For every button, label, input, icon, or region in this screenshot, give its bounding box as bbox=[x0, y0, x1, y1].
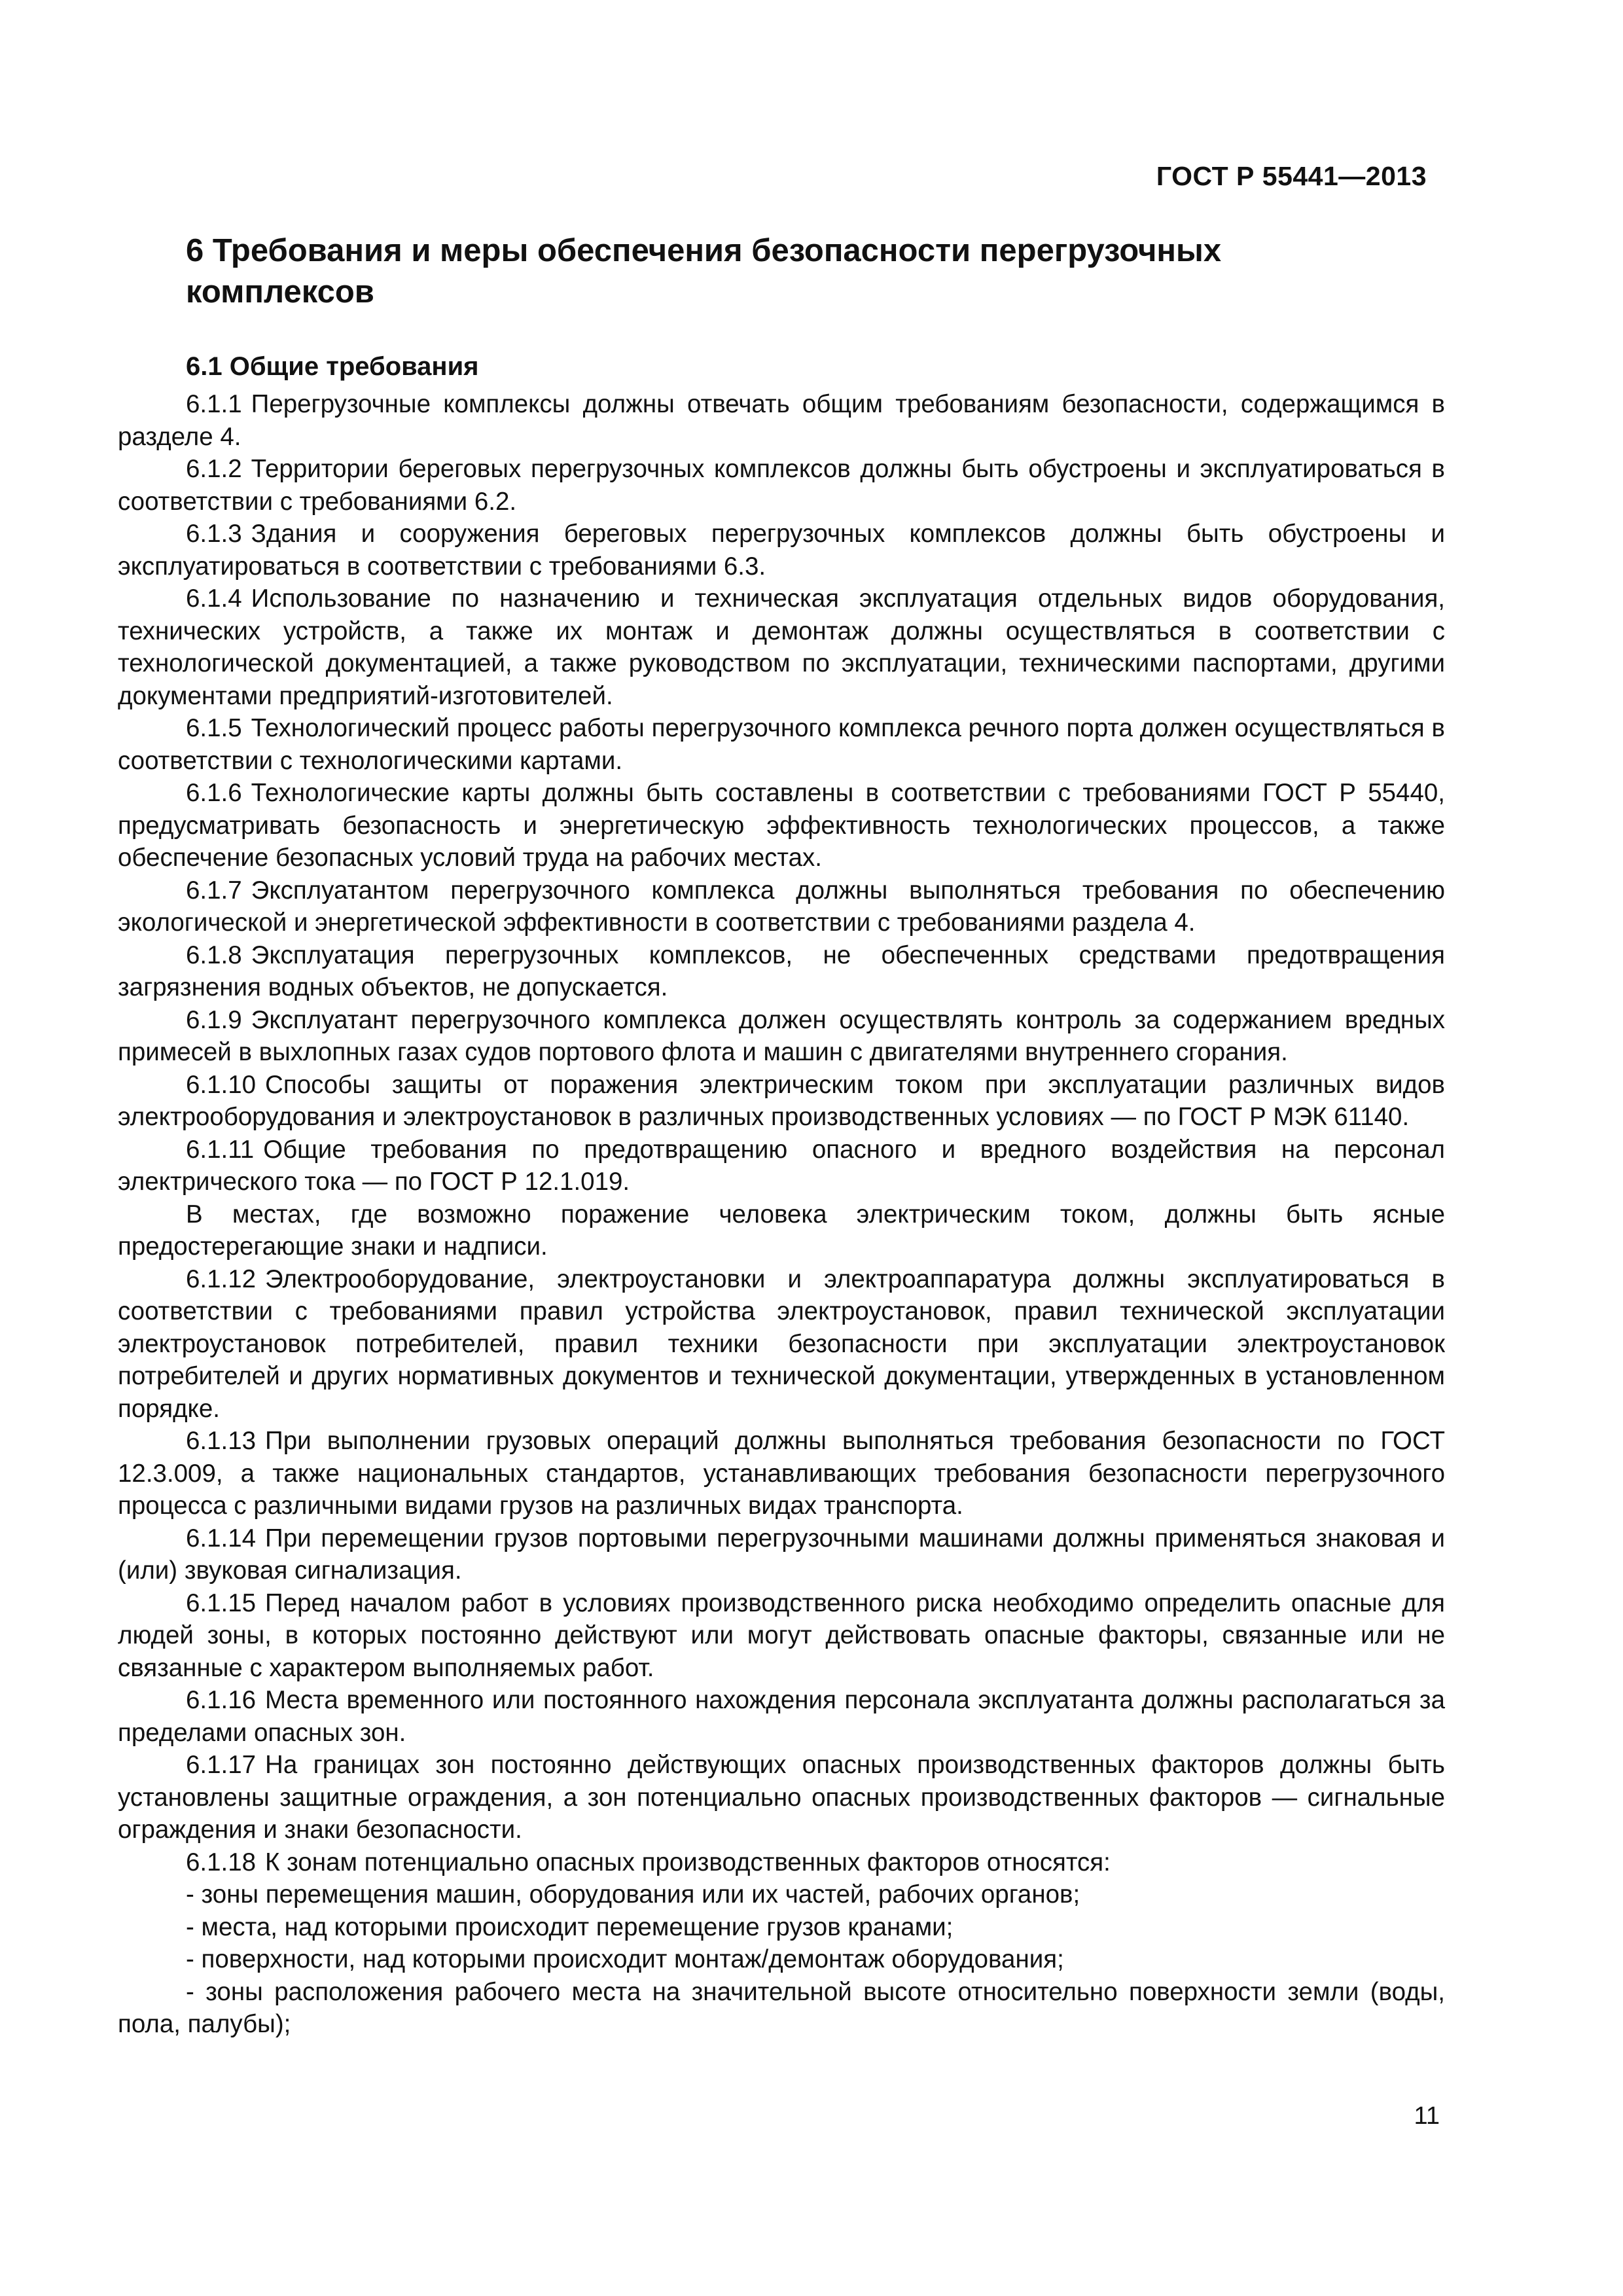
paragraph-6-1-5 bbox=[118, 712, 1445, 777]
list-item bbox=[118, 1878, 1445, 1911]
paragraph-6-1-14 bbox=[118, 1522, 1445, 1587]
paragraph-6-1-2 bbox=[118, 453, 1445, 518]
paragraph-number: 6.1.1 bbox=[186, 390, 242, 418]
paragraph-text: Эксплуатант перегрузочного комплекса должен осуществлять контроль за содержанием вредных примесей в выхлопных газах судов портового флота и машин с двигателями внутреннего сгорания. bbox=[118, 1005, 1445, 1066]
paragraph-6-1-3 bbox=[118, 518, 1445, 583]
paragraph-text: В местах, где возможно поражение человека электрическим током, должны быть ясные предостерегающие знаки и надписи. bbox=[118, 1200, 1445, 1261]
page-number: 11 bbox=[1414, 2102, 1440, 2130]
paragraph-6-1-11-note bbox=[118, 1198, 1445, 1263]
paragraph-6-1-15 bbox=[118, 1587, 1445, 1685]
paragraph-number: 6.1.3 bbox=[186, 520, 242, 548]
paragraph-6-1-18 bbox=[118, 1846, 1445, 1879]
paragraph-text: На границах зон постоянно действующих опасных производственных факторов должны быть установлены защитные ограждения, а зон потенциально опасных производственных факторов — сигнальные ограждения и знаки безопасности. bbox=[118, 1751, 1445, 1844]
paragraph-text: При выполнении грузовых операций должны выполняться требования безопасности по ГОСТ 12.3.009, а также национальных стандартов, устанавливающих требования безопасности перегрузочного процесса с различными видами грузов на различных видах транспорта. bbox=[118, 1427, 1445, 1520]
list-item bbox=[118, 1911, 1445, 1944]
paragraph-text: Эксплуатантом перегрузочного комплекса должны выполняться требования по обеспечению экологической и энергетической эффективности в соответствии с требованиями раздела 4. bbox=[118, 876, 1445, 937]
paragraph-number: 6.1.7 bbox=[186, 876, 242, 905]
paragraph-text: При перемещении грузов портовыми перегрузочными машинами должны применяться знаковая и (или) звуковая сигнализация. bbox=[118, 1524, 1445, 1585]
paragraph-6-1-13 bbox=[118, 1425, 1445, 1522]
list-item bbox=[118, 1943, 1445, 1976]
paragraph-6-1-9 bbox=[118, 1004, 1445, 1069]
paragraph-number: 6.1.17 bbox=[186, 1751, 257, 1779]
list-item-text: - места, над которыми происходит перемещение грузов кранами; bbox=[186, 1912, 954, 1941]
paragraph-number: 6.1.11 bbox=[186, 1135, 255, 1164]
subsection-title: 6.1 Общие требования bbox=[186, 352, 479, 381]
paragraph-6-1-1 bbox=[118, 388, 1445, 453]
paragraph-6-1-17 bbox=[118, 1749, 1445, 1846]
paragraph-number: 6.1.10 bbox=[186, 1070, 257, 1099]
paragraph-number: 6.1.18 bbox=[186, 1848, 257, 1876]
paragraph-number: 6.1.4 bbox=[186, 584, 242, 613]
paragraph-6-1-16 bbox=[118, 1684, 1445, 1749]
paragraph-number: 6.1.2 bbox=[186, 455, 242, 483]
paragraph-6-1-10 bbox=[118, 1069, 1445, 1134]
paragraph-number: 6.1.15 bbox=[186, 1588, 257, 1617]
paragraph-text: Технологический процесс работы перегрузочного комплекса речного порта должен осуществляться в соответствии с технологическими картами. bbox=[118, 714, 1445, 775]
paragraph-number: 6.1.12 bbox=[186, 1265, 257, 1293]
paragraph-text: Здания и сооружения береговых перегрузочных комплексов должны быть обустроены и эксплуатироваться в соответствии с требованиями 6.3. bbox=[118, 520, 1445, 581]
paragraph-text: Перегрузочные комплексы должны отвечать общим требованиям безопасности, содержащимся в разделе 4. bbox=[118, 390, 1445, 451]
list-item-text: - зоны расположения рабочего места на значительной высоте относительно поверхности земли (воды, пола, палубы); bbox=[118, 1977, 1445, 2038]
paragraph-text: Использование по назначению и техническая эксплуатация отдельных видов оборудования, технических устройств, а также их монтаж и демонтаж должны осуществляться в соответствии с технологической документацией, а также руководством по эксплуатации, техническими паспортами, другими документами предприятий-изготовителей. bbox=[118, 584, 1445, 710]
paragraph-6-1-11 bbox=[118, 1134, 1445, 1198]
paragraph-number: 6.1.5 bbox=[186, 714, 242, 742]
paragraph-text: Перед началом работ в условиях производственного риска необходимо определить опасные для людей зоны, в которых постоянно действуют или могут действовать опасные факторы, связанные или не связанные с характером выполняемых работ. bbox=[118, 1588, 1445, 1682]
paragraph-6-1-6 bbox=[118, 777, 1445, 874]
list-item-text: - зоны перемещения машин, оборудования или их частей, рабочих органов; bbox=[186, 1880, 1080, 1909]
body-text bbox=[118, 388, 1445, 2041]
paragraph-text: Места временного или постоянного нахождения персонала эксплуатанта должны располагаться за пределами опасных зон. bbox=[118, 1686, 1445, 1747]
paragraph-text: Общие требования по предотвращению опасного и вредного воздействия на персонал электрического тока — по ГОСТ Р 12.1.019. bbox=[118, 1135, 1445, 1196]
paragraph-number: 6.1.16 bbox=[186, 1686, 257, 1714]
paragraph-6-1-4 bbox=[118, 583, 1445, 712]
paragraph-number: 6.1.13 bbox=[186, 1427, 257, 1455]
paragraph-6-1-12 bbox=[118, 1263, 1445, 1426]
paragraph-number: 6.1.6 bbox=[186, 779, 242, 807]
list-item-text: - поверхности, над которыми происходит монтаж/демонтаж оборудования; bbox=[186, 1945, 1064, 1973]
paragraph-6-1-8 bbox=[118, 939, 1445, 1004]
paragraph-text: Электрооборудование, электроустановки и электроаппаратура должны эксплуатироваться в соответствии с требованиями правил устройства электроустановок, правил технической эксплуатации электроустановок потребителей, правил техники безопасности при эксплуатации электроустановок потребителей и других нормативных документов и технической документации, утвержденных в установленном порядке. bbox=[118, 1265, 1445, 1423]
paragraph-text: Способы защиты от поражения электрическим током при эксплуатации различных видов электрооборудования и электроустановок в различных производственных условиях — по ГОСТ Р МЭК 61140. bbox=[118, 1070, 1445, 1131]
section-title: 6 Требования и меры обеспечения безопасности перегрузочных комплексов bbox=[186, 233, 1222, 310]
paragraph-text: Технологические карты должны быть составлены в соответствии с требованиями ГОСТ Р 55440, предусматривать безопасность и энергетическую эффективность технологических процессов, а также обеспечение безопасных условий труда на рабочих местах. bbox=[118, 779, 1445, 872]
paragraph-number: 6.1.14 bbox=[186, 1524, 257, 1552]
paragraph-number: 6.1.9 bbox=[186, 1005, 242, 1034]
paragraph-text: Эксплуатация перегрузочных комплексов, не обеспеченных средствами предотвращения загрязнения водных объектов, не допускается. bbox=[118, 941, 1445, 1001]
paragraph-text: Территории береговых перегрузочных комплексов должны быть обустроены и эксплуатироваться в соответствии с требованиями 6.2. bbox=[118, 455, 1445, 516]
paragraph-text: К зонам потенциально опасных производственных факторов относятся: bbox=[265, 1848, 1111, 1876]
paragraph-6-1-7 bbox=[118, 874, 1445, 939]
list-item bbox=[118, 1976, 1445, 2041]
document-code-header: ГОСТ Р 55441—2013 bbox=[1156, 161, 1427, 191]
paragraph-number: 6.1.8 bbox=[186, 941, 242, 969]
